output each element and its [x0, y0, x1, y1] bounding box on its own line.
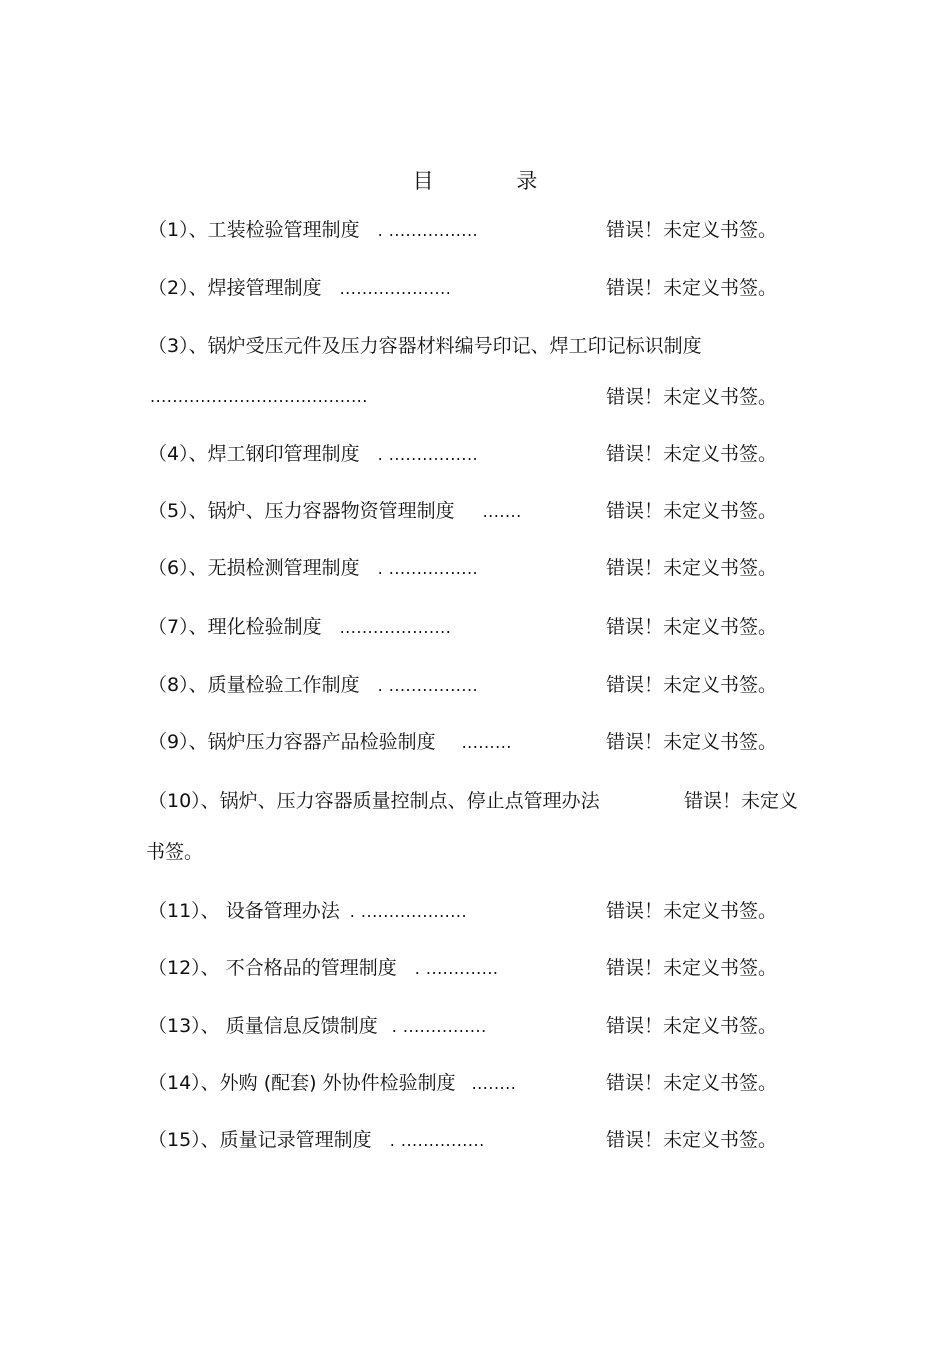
toc-entry-15[interactable]: [148, 1127, 485, 1154]
toc-entry-12[interactable]: [148, 955, 499, 982]
toc-entry-page-ref-continuation: 书签。: [146, 841, 204, 863]
toc-entry-page-ref: 错误！未定义书签。: [606, 957, 778, 979]
toc-entry-label: （13）、 质量信息反馈制度: [148, 1015, 378, 1037]
toc-leader-dots: . ................: [377, 559, 479, 578]
toc-leader-dots: .......................................: [150, 387, 368, 406]
toc-entry-label: （2）、焊接管理制度: [148, 277, 322, 299]
toc-leader-dots: . ...................: [349, 902, 468, 921]
toc-entry-page-ref: 错误！未定义书签。: [606, 500, 778, 522]
toc-leader-dots: . ................: [377, 676, 479, 695]
toc-entry-page-ref: 错误！未定义书签。: [606, 386, 778, 408]
toc-entry-page-ref: 错误！未定义书签。: [606, 1015, 778, 1037]
toc-entry-label: （7）、理化检验制度: [148, 616, 322, 638]
toc-entry-14[interactable]: [148, 1070, 516, 1097]
toc-entry-5[interactable]: [148, 498, 522, 525]
toc-entry-page-ref: 错误！未定义书签。: [606, 900, 778, 922]
toc-entry-page-ref: 错误！未定义书签。: [606, 557, 778, 579]
toc-entry-2[interactable]: [148, 275, 451, 302]
toc-entry-label: （15）、质量记录管理制度: [148, 1129, 372, 1151]
toc-leader-dots: . .............: [414, 959, 499, 978]
toc-entry-3[interactable]: [148, 333, 702, 359]
toc-entry-label: （3）、锅炉受压元件及压力容器材料编号印记、焊工印记标识制度: [148, 335, 702, 357]
toc-leader-dots: . ................: [377, 445, 479, 464]
toc-entry-page-ref: 错误！未定义书签。: [606, 277, 778, 299]
toc-entry-9[interactable]: [148, 729, 512, 756]
toc-entry-label: （10）、锅炉、压力容器质量控制点、停止点管理办法: [148, 790, 600, 812]
toc-entry-6[interactable]: [148, 555, 478, 582]
toc-entry-page-ref: 错误！未定义书签。: [606, 443, 778, 465]
toc-entry-page-ref: 错误！未定义书签。: [606, 616, 778, 638]
toc-entry-label: （8）、质量检验工作制度: [148, 674, 360, 696]
toc-leader-dots: ....................: [339, 279, 452, 298]
toc-entry-7[interactable]: [148, 614, 451, 641]
toc-entry-13[interactable]: [148, 1013, 487, 1040]
toc-entry-label: （11）、 设备管理办法: [148, 900, 340, 922]
toc-leader-dots: ........: [471, 1074, 517, 1093]
toc-entry-label: （4）、焊工钢印管理制度: [148, 443, 360, 465]
toc-entry-page-ref: 错误！未定义书签。: [606, 674, 778, 696]
toc-entry-label: （12）、 不合格品的管理制度: [148, 957, 397, 979]
toc-entry-label: （1）、工装检验管理制度: [148, 219, 360, 241]
toc-leader-dots: . ...............: [389, 1131, 485, 1150]
toc-entry-10[interactable]: [148, 788, 600, 814]
toc-leader-dots: . ...............: [391, 1017, 487, 1036]
toc-leader-dots: .......: [482, 502, 522, 521]
toc-entry-1[interactable]: [148, 217, 478, 244]
toc-entry-page-ref: 错误！未定义书签。: [606, 1072, 778, 1094]
toc-leader-dots: . ................: [377, 221, 479, 240]
toc-leader-dots: ....................: [339, 618, 452, 637]
toc-entry-11[interactable]: [148, 898, 467, 925]
toc-leader-dots: .........: [461, 733, 512, 752]
toc-entry-page-ref: 错误！未定义书签。: [606, 731, 778, 753]
toc-entry-page-ref: 错误！未定义: [684, 790, 799, 812]
toc-entry-label: （6）、无损检测管理制度: [148, 557, 360, 579]
toc-entry-label: （5）、锅炉、压力容器物资管理制度: [148, 500, 455, 522]
toc-entry-label: （14）、外购 (配套) 外协件检验制度: [148, 1072, 456, 1094]
toc-entry-8[interactable]: [148, 672, 478, 699]
page-title: 目 录: [412, 169, 576, 193]
toc-entry-4[interactable]: [148, 441, 478, 468]
toc-entry-page-ref: 错误！未定义书签。: [606, 1129, 778, 1151]
toc-entry-label: （9）、锅炉压力容器产品检验制度: [148, 731, 436, 753]
toc-entry-page-ref: 错误！未定义书签。: [606, 219, 778, 241]
